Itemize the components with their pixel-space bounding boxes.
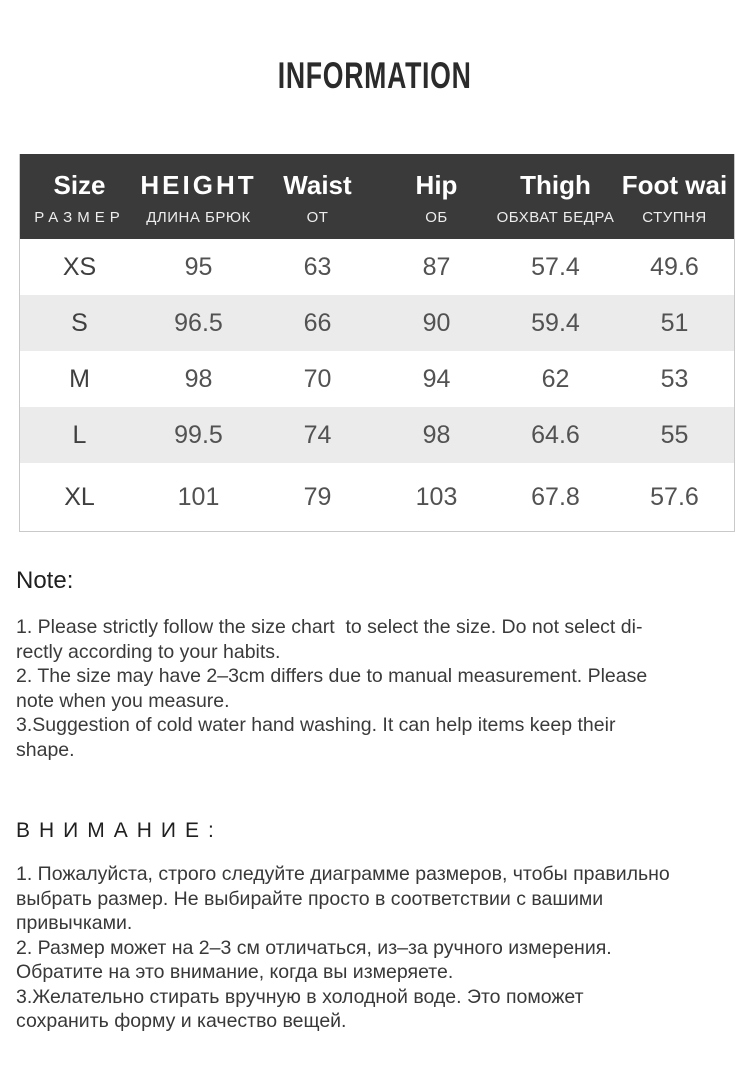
attention-line: 3.Желательно стирать вручную в холодной воде. Это поможет: [16, 985, 584, 1008]
col-header-foot-ru: СТУПНЯ: [642, 209, 707, 226]
size-label: S: [20, 295, 139, 351]
col-header-waist-ru: ОТ: [306, 209, 329, 226]
cell-foot: 53: [615, 351, 734, 407]
page-title: INFORMATION: [278, 55, 472, 96]
size-chart-body: [20, 239, 734, 531]
cell-height: 95: [139, 239, 258, 295]
size-label: XL: [20, 463, 139, 531]
note-section: [16, 567, 740, 762]
size-label: L: [20, 407, 139, 463]
attention-heading: ВНИМАНИЕ:: [16, 819, 223, 842]
col-header-foot-en: Foot wai: [621, 170, 728, 200]
note-line: shape.: [16, 738, 75, 761]
cell-hip: 94: [377, 351, 496, 407]
table-row-xs: [20, 239, 734, 295]
col-header-waist: [258, 154, 377, 239]
cell-waist: 63: [258, 239, 377, 295]
attention-line: 1. Пожалуйста, строго следуйте диаграмме размеров, чтобы правильно: [16, 863, 670, 885]
attention-line: выбрать размер. Не выбирайте просто в соответствии с вашими: [16, 887, 604, 910]
page-title-wrap: [0, 0, 750, 97]
note-line: 3.Suggestion of cold water hand washing. It can help items keep their: [16, 714, 616, 736]
size-chart-table: [20, 154, 734, 531]
attention-text: [16, 862, 740, 1034]
table-row-xl: [20, 463, 734, 531]
col-header-thigh-ru: ОБХВАТ БЕДРА: [496, 209, 615, 226]
note-heading: Note:: [16, 567, 74, 594]
cell-thigh: 59.4: [496, 295, 615, 351]
col-header-size-ru: РАЗМЕР: [34, 209, 125, 226]
col-header-height: [139, 154, 258, 239]
cell-waist: 70: [258, 351, 377, 407]
table-row-s: [20, 295, 734, 351]
col-header-hip-en: Hip: [415, 170, 458, 200]
col-header-foot: [615, 154, 734, 239]
col-header-size-en: Size: [53, 170, 106, 200]
attention-line: сохранить форму и качество вещей.: [16, 1010, 347, 1032]
note-line: 2. The size may have 2–3cm differs due to manual measurement. Please: [16, 665, 648, 687]
attention-section: [16, 818, 740, 1034]
cell-height: 96.5: [139, 295, 258, 351]
col-header-hip: [377, 154, 496, 239]
col-header-height-en: HEIGHT: [140, 170, 257, 200]
note-line: 1. Please strictly follow the size chart to select the size. Do not select di-: [16, 616, 643, 638]
col-header-height-ru: ДЛИНА БРЮК: [146, 209, 251, 226]
size-chart-header: [20, 154, 734, 239]
cell-foot: 51: [615, 295, 734, 351]
table-row-m: [20, 351, 734, 407]
cell-foot: 49.6: [615, 239, 734, 295]
cell-hip: 103: [377, 463, 496, 531]
size-label: M: [20, 351, 139, 407]
col-header-waist-en: Waist: [283, 170, 352, 200]
cell-height: 98: [139, 351, 258, 407]
cell-waist: 74: [258, 407, 377, 463]
col-header-thigh: [496, 154, 615, 239]
cell-foot: 57.6: [615, 463, 734, 531]
col-header-thigh-en: Thigh: [520, 170, 591, 200]
table-row-l: [20, 407, 734, 463]
col-header-size: [20, 154, 139, 239]
col-header-hip-ru: ОБ: [425, 209, 448, 226]
cell-thigh: 57.4: [496, 239, 615, 295]
size-chart: [19, 154, 735, 532]
size-label: XS: [20, 239, 139, 295]
cell-thigh: 62: [496, 351, 615, 407]
attention-line: Обратите на это внимание, когда вы измеряете.: [16, 961, 454, 983]
cell-hip: 98: [377, 407, 496, 463]
cell-waist: 66: [258, 295, 377, 351]
header-row: [20, 154, 734, 239]
cell-height: 101: [139, 463, 258, 531]
cell-thigh: 64.6: [496, 407, 615, 463]
cell-thigh: 67.8: [496, 463, 615, 531]
note-line: note when you measure.: [16, 689, 230, 712]
note-text: [16, 615, 740, 762]
cell-hip: 87: [377, 239, 496, 295]
attention-line: привычками.: [16, 912, 133, 934]
attention-line: 2. Размер может на 2–3 см отличаться, из–за ручного измерения.: [16, 936, 612, 959]
cell-waist: 79: [258, 463, 377, 531]
note-line: rectly according to your habits.: [16, 640, 281, 663]
cell-hip: 90: [377, 295, 496, 351]
cell-height: 99.5: [139, 407, 258, 463]
cell-foot: 55: [615, 407, 734, 463]
